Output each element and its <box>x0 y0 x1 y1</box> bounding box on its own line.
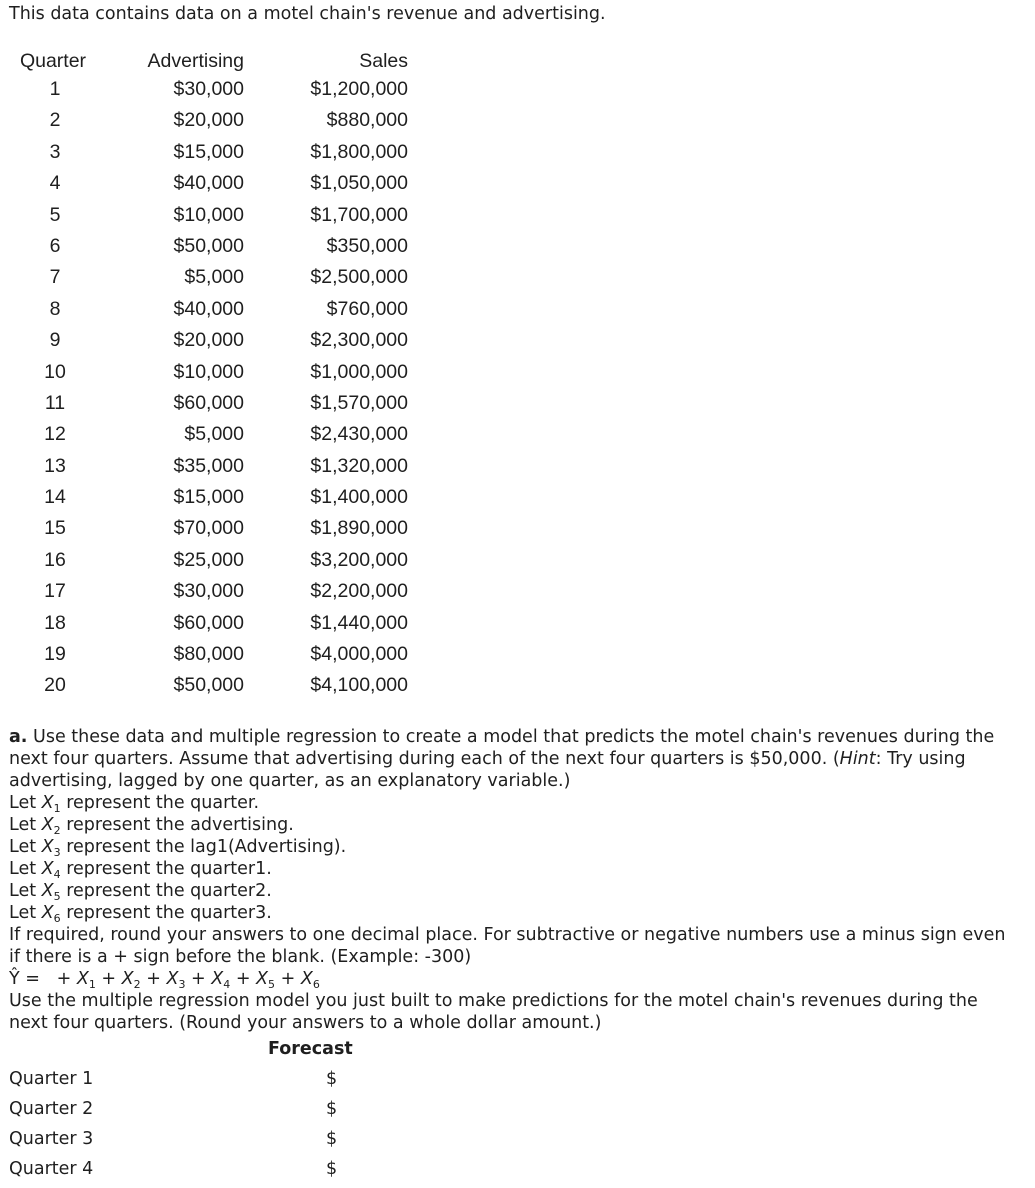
equation-variable: X <box>300 969 313 989</box>
cell-quarter: 15 <box>44 517 66 540</box>
variable-subscript: 5 <box>53 890 61 903</box>
forecast-input[interactable] <box>344 1128 428 1152</box>
forecast-quarter-label: Quarter 3 <box>9 1129 94 1149</box>
equation-variable: X <box>121 969 134 989</box>
cell-quarter: 12 <box>44 423 66 446</box>
variable-definition <box>9 858 1019 880</box>
cell-advertising: $20,000 <box>173 109 244 132</box>
cell-advertising: $50,000 <box>173 674 244 697</box>
cell-advertising: $60,000 <box>173 611 244 634</box>
forecast-header: Forecast <box>268 1039 353 1059</box>
cell-quarter: 19 <box>44 643 66 666</box>
variable-definition <box>9 902 1019 924</box>
currency-symbol: $ <box>326 1069 338 1089</box>
forecast-quarter-label: Quarter 4 <box>9 1159 94 1179</box>
cell-sales: $2,430,000 <box>310 423 408 446</box>
variable-definition <box>9 836 1019 858</box>
cell-sales: $1,890,000 <box>310 517 408 540</box>
let-prefix: Let <box>9 903 42 923</box>
cell-sales: $2,500,000 <box>310 266 408 289</box>
rounding-note: If required, round your answers to one decimal place. For subtractive or negative numbers use a minus sign even if there is a + sign before the blank. (Example: -300) <box>9 925 1006 967</box>
variable-definition <box>9 814 1019 836</box>
cell-quarter: 6 <box>49 234 61 257</box>
cell-sales: $1,800,000 <box>310 140 408 163</box>
cell-advertising: $10,000 <box>173 360 244 383</box>
equation-subscript: 5 <box>268 978 276 991</box>
let-prefix: Let <box>9 793 42 813</box>
equation-variable: X <box>76 969 89 989</box>
variable-symbol: X <box>41 837 54 857</box>
let-prefix: Let <box>9 815 42 835</box>
equation-subscript: 3 <box>178 978 186 991</box>
equation-operator: + <box>185 969 212 989</box>
variable-symbol: X <box>41 793 54 813</box>
cell-sales: $350,000 <box>326 234 408 257</box>
forecast-quarter-label: Quarter 2 <box>9 1099 94 1119</box>
cell-quarter: 2 <box>49 109 61 132</box>
cell-quarter: 13 <box>44 454 66 477</box>
cell-advertising: $80,000 <box>173 643 244 666</box>
header-sales: Sales <box>359 50 408 72</box>
cell-advertising: $30,000 <box>173 580 244 603</box>
variable-symbol: X <box>41 859 54 879</box>
cell-advertising: $15,000 <box>173 486 244 509</box>
variable-symbol: X <box>41 815 54 835</box>
variable-subscript: 6 <box>53 912 61 925</box>
let-prefix: Let <box>9 859 42 879</box>
cell-sales: $3,200,000 <box>310 548 408 571</box>
cell-sales: $4,100,000 <box>310 674 408 697</box>
question-part-a <box>9 726 1019 792</box>
cell-advertising: $60,000 <box>173 391 244 414</box>
cell-advertising: $40,000 <box>173 297 244 320</box>
forecast-input[interactable] <box>344 1158 428 1182</box>
cell-sales: $2,300,000 <box>310 329 408 352</box>
cell-quarter: 10 <box>44 360 66 383</box>
equation-variable: X <box>166 969 179 989</box>
currency-symbol: $ <box>326 1159 338 1179</box>
cell-sales: $1,050,000 <box>310 172 408 195</box>
equation-operator: + <box>275 969 301 989</box>
forecast-input[interactable] <box>344 1068 428 1092</box>
variable-subscript: 3 <box>53 846 61 859</box>
regression-equation <box>9 968 1019 990</box>
cell-quarter: 7 <box>49 266 61 289</box>
variable-description: represent the quarter2. <box>60 881 272 901</box>
cell-sales: $1,700,000 <box>310 203 408 226</box>
cell-advertising: $30,000 <box>173 78 244 100</box>
cell-quarter: 17 <box>44 580 66 603</box>
equation-lhs: Ŷ = <box>9 969 40 989</box>
variable-description: represent the quarter1. <box>60 859 272 879</box>
cell-sales: $1,400,000 <box>310 486 408 509</box>
cell-advertising: $25,000 <box>173 548 244 571</box>
equation-operator: + <box>140 969 167 989</box>
equation-variable: X <box>256 969 269 989</box>
equation-operator <box>40 969 51 989</box>
part-label: a. <box>9 727 28 747</box>
header-advertising: Advertising <box>147 50 244 72</box>
cell-sales: $2,200,000 <box>310 580 408 603</box>
currency-symbol: $ <box>326 1099 338 1119</box>
equation-subscript: 4 <box>223 978 231 991</box>
question-text-1: Use these data and multiple regression to create a model that predicts the motel chain's revenues during the next four quarters. Assume that advertising during each of the next four quarters is $50,000. ( <box>9 727 995 769</box>
cell-sales: $1,570,000 <box>310 391 408 414</box>
let-prefix: Let <box>9 837 42 857</box>
forecast-input[interactable] <box>344 1098 428 1122</box>
question-block <box>9 726 1019 1034</box>
cell-sales: $4,000,000 <box>310 643 408 666</box>
cell-advertising: $40,000 <box>173 172 244 195</box>
cell-sales: $1,320,000 <box>310 454 408 477</box>
cell-sales: $1,000,000 <box>310 360 408 383</box>
let-prefix: Let <box>9 881 42 901</box>
cell-sales: $760,000 <box>326 297 408 320</box>
variable-description: represent the quarter. <box>60 793 260 813</box>
forecast-quarter-label: Quarter 1 <box>9 1069 94 1089</box>
cell-quarter: 5 <box>49 203 61 226</box>
cell-advertising: $5,000 <box>184 423 244 446</box>
equation-operator: + <box>51 969 77 989</box>
cell-quarter: 8 <box>49 297 61 320</box>
cell-sales: $1,200,000 <box>310 78 408 100</box>
cell-quarter: 20 <box>44 674 66 697</box>
cell-advertising: $20,000 <box>173 329 244 352</box>
cell-advertising: $50,000 <box>173 234 244 257</box>
cell-quarter: 11 <box>44 391 66 414</box>
currency-symbol: $ <box>326 1129 338 1149</box>
cell-advertising: $70,000 <box>173 517 244 540</box>
cell-quarter: 4 <box>49 172 61 195</box>
equation-operator: + <box>95 969 122 989</box>
variable-symbol: X <box>41 903 54 923</box>
cell-quarter: 18 <box>44 611 66 634</box>
variable-subscript: 4 <box>53 868 61 881</box>
equation-operator: + <box>230 969 257 989</box>
variable-description: represent the advertising. <box>60 815 294 835</box>
variable-description: represent the quarter3. <box>60 903 272 923</box>
cell-sales: $1,440,000 <box>310 611 408 634</box>
equation-subscript: 2 <box>133 978 141 991</box>
cell-advertising: $10,000 <box>173 203 244 226</box>
cell-advertising: $15,000 <box>173 140 244 163</box>
predict-text: Use the multiple regression model you just built to make predictions for the motel chain's revenues during the next four quarters. (Round your answers to a whole dollar amount.) <box>9 991 978 1033</box>
hint-label: Hint <box>839 749 876 769</box>
cell-quarter: 9 <box>49 329 61 352</box>
question-text-2: : Try using advertising, lagged by one quarter, as an explanatory variable.) <box>9 749 966 791</box>
variable-definition <box>9 792 1019 814</box>
variable-symbol: X <box>41 881 54 901</box>
cell-advertising: $5,000 <box>184 266 244 289</box>
cell-quarter: 14 <box>44 486 66 509</box>
variable-subscript: 2 <box>53 824 61 837</box>
cell-quarter: 3 <box>49 140 61 163</box>
cell-quarter: 1 <box>49 78 61 100</box>
header-quarter: Quarter <box>19 50 87 72</box>
variable-subscript: 1 <box>53 802 61 815</box>
equation-subscript: 6 <box>312 978 320 991</box>
cell-advertising: $35,000 <box>173 454 244 477</box>
intro-text: This data contains data on a motel chain's revenue and advertising. <box>9 4 606 24</box>
variable-definition <box>9 880 1019 902</box>
equation-subscript: 1 <box>88 978 96 991</box>
cell-sales: $880,000 <box>326 109 408 132</box>
variable-description: represent the lag1(Advertising). <box>60 837 347 857</box>
cell-quarter: 16 <box>44 548 66 571</box>
equation-variable: X <box>211 969 224 989</box>
